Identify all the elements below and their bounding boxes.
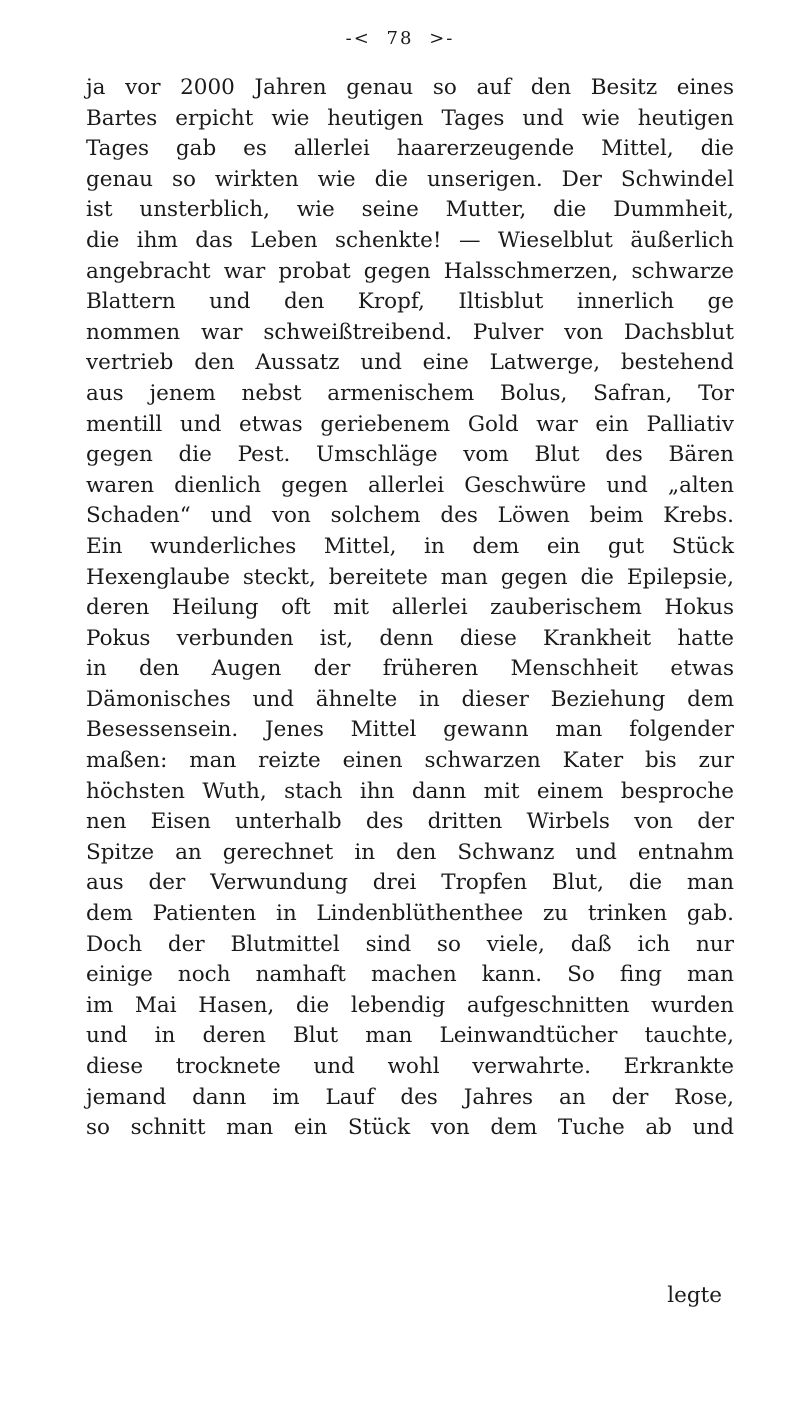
ornament-left: -< bbox=[345, 28, 371, 49]
text-line: Bartes erpicht wie heutigen Tages und wie heutigen bbox=[86, 105, 734, 131]
ornament-right: >- bbox=[429, 28, 455, 49]
text-line: so schnitt man ein Stück von dem Tuche ab und bbox=[86, 1115, 734, 1141]
text-line: mentill und etwas geriebenem Gold war ein Palliativ bbox=[86, 411, 734, 437]
text-line: gegen die Pest. Umschläge vom Blut des Bären bbox=[86, 442, 734, 468]
text-line: Blattern und den Kropf, Iltisblut innerlich ge bbox=[86, 289, 734, 315]
text-line: dem Patienten in Lindenblüthenthee zu trinken gab. bbox=[86, 901, 734, 927]
text-line: und in deren Blut man Leinwandtücher tauchte, bbox=[86, 1023, 734, 1049]
text-line: die ihm das Leben schenkte! — Wieselblut äußerlich bbox=[86, 227, 734, 253]
text-line: in den Augen der früheren Menschheit etwas bbox=[86, 656, 734, 682]
text-line: deren Heilung oft mit allerlei zauberischem Hokus bbox=[86, 595, 734, 621]
text-line: waren dienlich gegen allerlei Geschwüre und „alten bbox=[86, 472, 734, 498]
running-head bbox=[0, 28, 800, 49]
text-line: Besessensein. Jenes Mittel gewann man folgender bbox=[86, 717, 734, 743]
text-line: einige noch namhaft machen kann. So fing man bbox=[86, 962, 734, 988]
text-line: Schaden“ und von solchem des Löwen beim Krebs. bbox=[86, 503, 734, 529]
text-line: jemand dann im Lauf des Jahres an der Rose, bbox=[86, 1084, 734, 1110]
text-line: ist unsterblich, wie seine Mutter, die Dummheit, bbox=[86, 197, 734, 223]
text-line: Ein wunderliches Mittel, in dem ein gut Stück bbox=[86, 533, 734, 559]
text-line: höchsten Wuth, stach ihn dann mit einem besproche bbox=[86, 778, 734, 804]
text-line: Spitze an gerechnet in den Schwanz und entnahm bbox=[86, 839, 734, 865]
text-line: nommen war schweißtreibend. Pulver von Dachsblut bbox=[86, 319, 734, 345]
text-line: angebracht war probat gegen Halsschmerzen, schwarze bbox=[86, 258, 734, 284]
text-line: aus jenem nebst armenischem Bolus, Safran, Tor bbox=[86, 380, 734, 406]
text-line: Dämonisches und ähnelte in dieser Beziehung dem bbox=[86, 686, 734, 712]
text-line: Hexenglaube steckt, bereitete man gegen die Epilepsie, bbox=[86, 564, 734, 590]
text-line: Pokus verbunden ist, denn diese Krankheit hatte bbox=[86, 625, 734, 651]
text-line: genau so wirkten wie die unserigen. Der Schwindel bbox=[86, 166, 734, 192]
text-line: nen Eisen unterhalb des dritten Wirbels von der bbox=[86, 809, 734, 835]
text-line: diese trocknete und wohl verwahrte. Erkrankte bbox=[86, 1054, 734, 1079]
page-number: 78 bbox=[386, 28, 414, 49]
text-line: Tages gab es allerlei haarerzeugende Mittel, die bbox=[86, 136, 734, 162]
text-line: Doch der Blutmittel sind so viele, daß ich nur bbox=[86, 931, 734, 957]
catchword: legte bbox=[667, 1283, 722, 1308]
text-line: maßen: man reizte einen schwarzen Kater bis zur bbox=[86, 748, 734, 774]
text-line: im Mai Hasen, die lebendig aufgeschnitten wurden bbox=[86, 992, 734, 1018]
text-line: ja vor 2000 Jahren genau so auf den Besitz eines bbox=[86, 75, 734, 100]
body-text bbox=[86, 73, 734, 1144]
text-line: vertrieb den Aussatz und eine Latwerge, bestehend bbox=[86, 350, 734, 376]
text-line: aus der Verwundung drei Tropfen Blut, die man bbox=[86, 870, 734, 896]
